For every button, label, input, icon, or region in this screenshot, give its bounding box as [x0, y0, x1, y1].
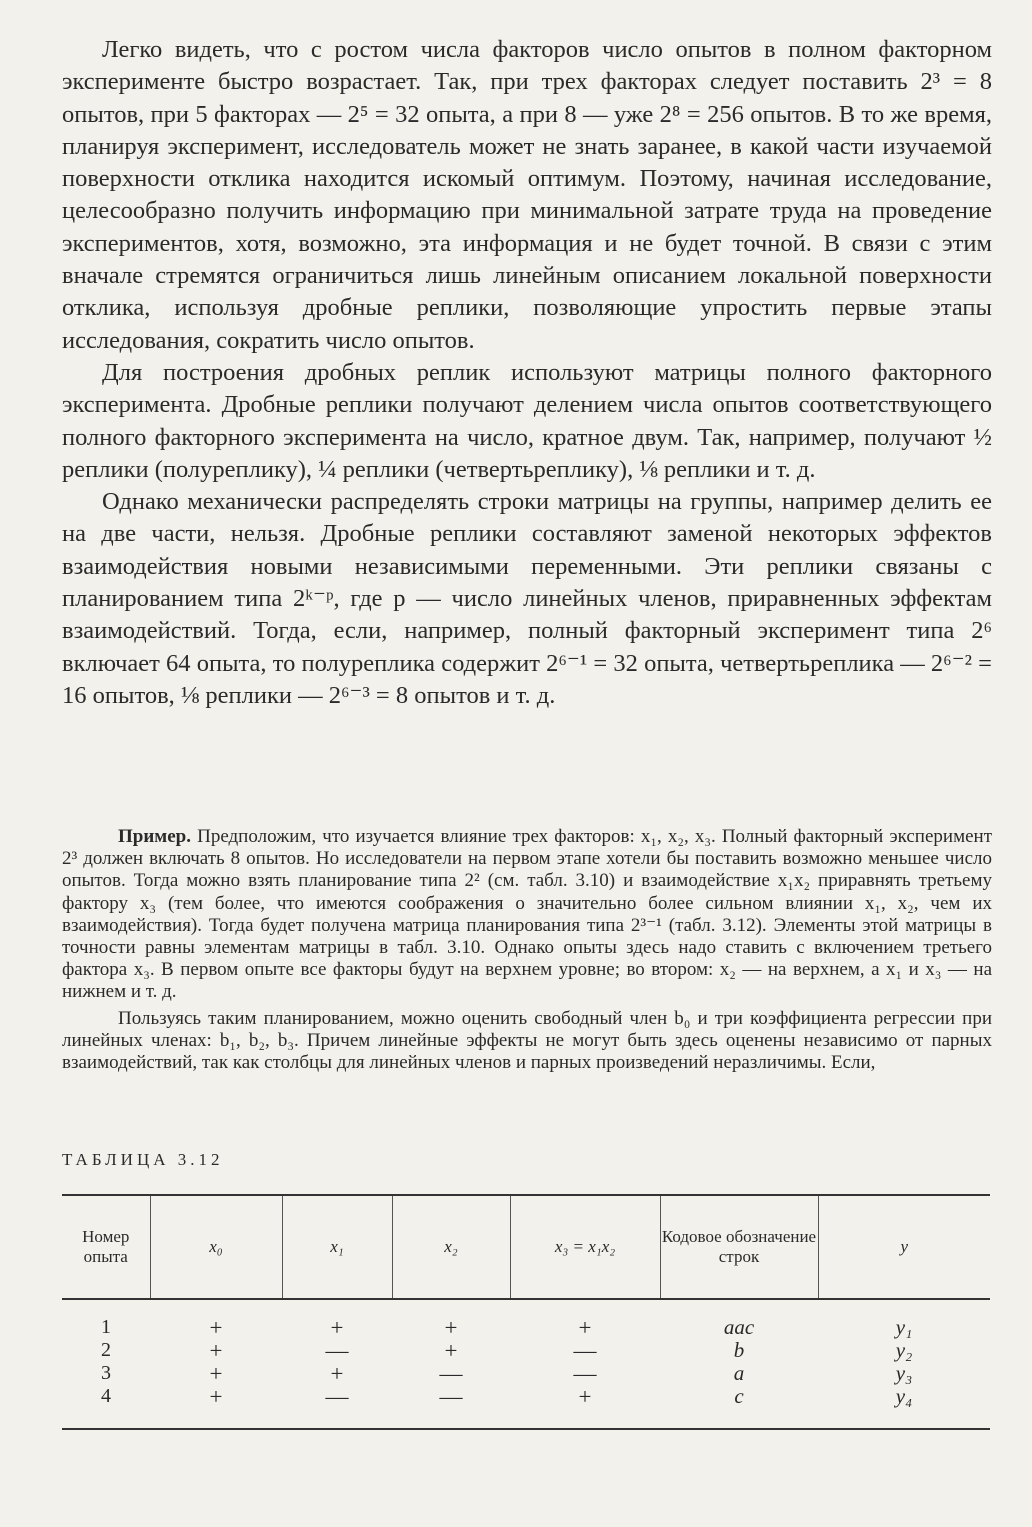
header-run-number: Номер опыта [62, 1195, 150, 1299]
table-row [62, 1299, 990, 1339]
cell-code: b [733, 1338, 745, 1362]
cell-run-number: 3 [101, 1362, 111, 1384]
table-caption: ТАБЛИЦА 3.12 [62, 1150, 224, 1169]
cell-run-number: 4 [62, 1385, 150, 1429]
main-text [62, 34, 992, 712]
example-paragraph-2: Пользуясь таким планированием, можно оценить свободный член b₀ и три коэффициента регрессии при линейных членах: b₁, b₂, b₃. Причем линейные эффекты не могут быть здесь оценены независимо от парных взаимодействий, так как столбцы для линейных членов и парных произведений неразличимы. Если, [62, 1007, 992, 1074]
cell-run-number: 1 [101, 1316, 111, 1338]
cell-x1: + [330, 1361, 344, 1386]
header-x0: x₀ [150, 1195, 282, 1299]
cell-x1: — [325, 1338, 349, 1363]
paragraph-1: Легко видеть, что с ростом числа факторов число опытов в полном факторном эксперименте быстро возрастает. Так, при трех факторах следует поставить 2³ = 8 опытов, при 5 факторах — 2⁵ = 32 опыта, а при 8 — уже 2⁸ = 256 опытов. В то же время, планируя эксперимент, исследователь может не знать заранее, в какой части изучаемой поверхности отклика находится искомый оптимум. Поэтому, начиная исследование, целесообразно получить информацию при минимальной затрате труда на проведение экспериментов, хотя, возможно, эта информация и не будет точной. В связи с этим вначале стремятся ограничиться лишь линейным описанием локальной поверхности отклика, используя дробные реплики, позволяющие упростить первые этапы исследования, сократить число опытов. [62, 36, 992, 354]
table-header-row [62, 1195, 990, 1299]
header-x3: x₃ = x₁x₂ [510, 1195, 660, 1299]
cell-x0: + [209, 1315, 223, 1340]
cell-code: c [660, 1385, 818, 1429]
table-row [62, 1339, 990, 1362]
cell-x3: + [578, 1315, 592, 1340]
example-section [62, 826, 992, 1074]
example-text-1: Предположим, что изучается влияние трех факторов: x₁, x₂, x₃. Полный факторный эксперимент 2³ должен включать 8 опытов. Но исследователи на первом этапе хотели бы поставить возможно меньшее число опытов. Тогда можно взять планирование типа 2² (см. табл. 3.10) и взаимодействие x₁x₂ приравнять третьему фактору x₃ (тем более, что имеются соображения о значительно более сильном влиянии x₁, x₂, чем их взаимодействия). Тогда будет получена матрица планирования типа 2³⁻¹ (табл. 3.12). Элементы этой матрицы в точности равны элементам матрицы в табл. 3.10. Однако опыты здесь надо ставить с включением третьего фактора x₃. В первом опыте все факторы будут на верхнем уровне; во втором: x₂ — на верхнем, а x₁ и x₃ — на нижнем и т. д. [62, 826, 992, 1003]
cell-code: a [733, 1361, 745, 1385]
cell-x0: + [209, 1361, 223, 1386]
cell-x3: — [573, 1361, 597, 1386]
header-x1: x₁ [282, 1195, 392, 1299]
table-row [62, 1362, 990, 1385]
cell-x0: + [150, 1385, 282, 1429]
header-code: Кодовое обозначение строк [660, 1195, 818, 1299]
cell-y: y₃ [895, 1361, 913, 1385]
design-matrix-table [62, 1194, 990, 1430]
cell-x0: + [209, 1338, 223, 1363]
header-x2: x₂ [392, 1195, 510, 1299]
header-y: y [818, 1195, 990, 1299]
table-row [62, 1385, 990, 1429]
cell-code: aac [723, 1315, 755, 1339]
cell-y: y₁ [895, 1315, 913, 1339]
cell-y: y₄ [818, 1385, 990, 1429]
cell-x3: + [510, 1385, 660, 1429]
cell-x2: + [444, 1315, 458, 1340]
cell-x2: — [392, 1385, 510, 1429]
example-label: Пример. [118, 826, 191, 847]
cell-run-number: 2 [101, 1339, 111, 1361]
example-paragraph-1 [62, 826, 992, 1004]
cell-y: y₂ [895, 1338, 913, 1362]
paragraph-2: Для построения дробных реплик используют матрицы полного факторного эксперимента. Дробные реплики получают делением числа опытов соответствующего полного факторного эксперимента на число, кратное двум. Так, например, получают ½ реплики (полуреплику), ¼ реплики (четвертьреплику), ⅛ реплики и т. д. [62, 358, 992, 483]
cell-x2: + [444, 1338, 458, 1363]
cell-x3: — [573, 1338, 597, 1363]
cell-x2: — [439, 1361, 463, 1386]
cell-x1: + [330, 1315, 344, 1340]
cell-x1: — [282, 1385, 392, 1429]
paragraph-3: Однако механически распределять строки матрицы на группы, например делить ее на две части, нельзя. Дробные реплики составляют заменой некоторых эффектов взаимодействия новыми независимыми переменными. Эти реплики связаны с планированием типа 2ᵏ⁻ᵖ, где p — число линейных членов, приравненных эффектам взаимодействий. Тогда, если, например, полный факторный эксперимент типа 2⁶ включает 64 опыта, то полуреплика содержит 2⁶⁻¹ = 32 опыта, четвертьреплика — 2⁶⁻² = 16 опытов, ⅛ реплики — 2⁶⁻³ = 8 опытов и т. д. [62, 488, 992, 709]
